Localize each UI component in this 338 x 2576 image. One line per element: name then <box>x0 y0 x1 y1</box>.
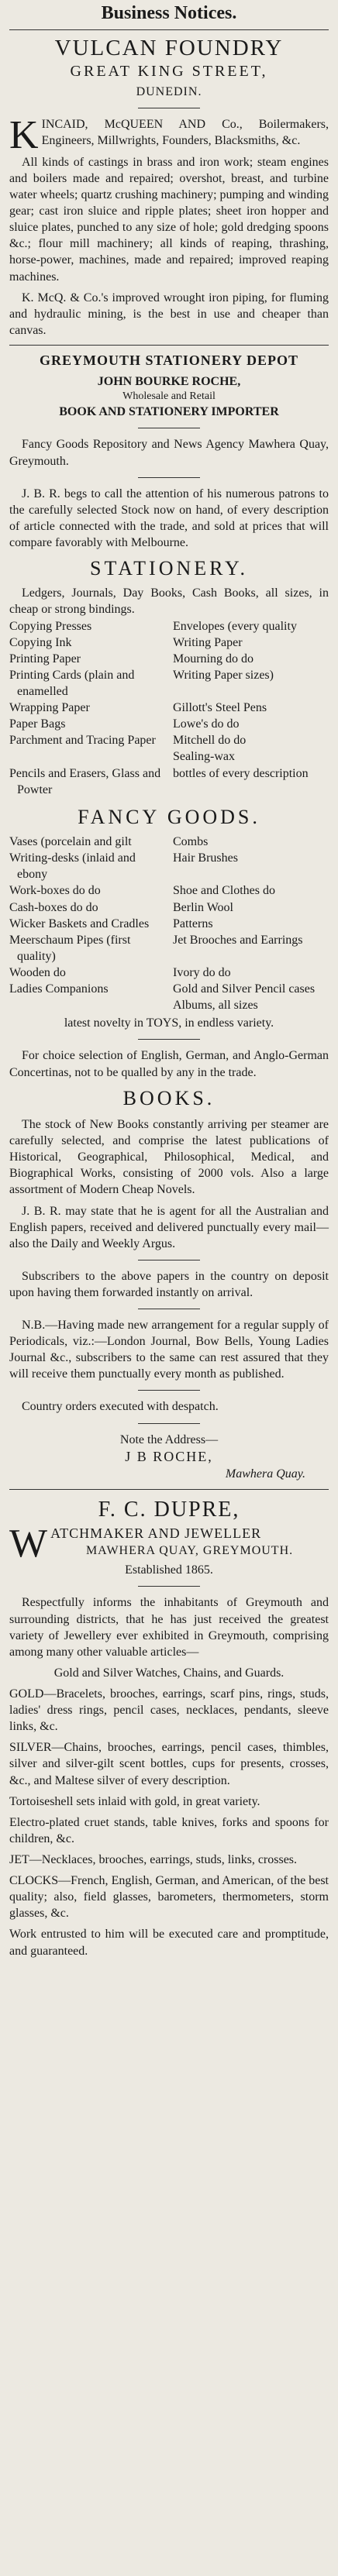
list-item: Writing Paper <box>173 635 243 649</box>
address-label: Note the Address— <box>119 1432 219 1446</box>
dupre-place: MAWHERA QUAY, GREYMOUTH. <box>85 1544 294 1558</box>
address-name: J B ROCHE, <box>125 1448 213 1464</box>
divider <box>138 1586 200 1587</box>
list-item: Pencils and Erasers, Glass and Powter <box>9 766 161 796</box>
vulcan-intro-text: INCAID, McQUEEN AND Co., Boilermakers, Engineers, Millwrights, Founders, Blacksmiths, &c. <box>41 117 329 148</box>
vulcan-foundry-ad <box>9 35 329 339</box>
list-item: Mourning do do <box>173 652 254 665</box>
stationery-intro: Ledgers, Journals, Day Books, Cash Books, all sizes, in cheap or strong bindings. <box>9 586 329 617</box>
dupre-tortoiseshell: Tortoiseshell sets inlaid with gold, in great variety. <box>9 1794 260 1808</box>
dupre-title: F. C. DUPRE, <box>98 1497 240 1522</box>
list-item: Meerschaum Pipes (first quality) <box>9 933 131 963</box>
vulcan-street: GREAT KING STREET, <box>70 63 268 81</box>
dupre-electro: Electro-plated cruet stands, table knives, forks and spoons for children, &c. <box>9 1815 329 1845</box>
divider <box>9 345 329 346</box>
list-item: Hair Brushes <box>173 851 238 865</box>
section-header: Business Notices. <box>9 0 329 30</box>
toys-line: latest novelty in TOYS, in endless variety. <box>64 1016 274 1030</box>
stationery-heading: STATIONERY. <box>90 557 248 580</box>
drop-cap: W <box>9 1524 48 1563</box>
divider <box>138 477 200 478</box>
books-heading: BOOKS. <box>122 1086 216 1109</box>
dupre-silver: SILVER—Chains, brooches, earrings, pencil cases, thimbles, silver and silver-gilt scent bottles, cups for presents, crosses, &c., and Maltese silver of every description. <box>9 1741 329 1787</box>
vulcan-body: All kinds of castings in brass and iron work; steam engines and boilers made and repaired; overshot, breast, and turbine water wheels; quartz crushing machinery; pumping and winding gear; cast iron sluice and ripple plates; sheet iron hopper and sluice plates, punched to any size of hole; gold dredging spoons &c.; flour mill machinery; all kinds of reaping, thrashing, horse-power, machines, made and repaired; improved reaping machines. <box>9 155 329 284</box>
list-item: Gold and Silver Pencil cases <box>173 982 316 996</box>
list-item: Gillott's Steel Pens <box>173 701 267 715</box>
dupre-trade-text: ATCHMAKER AND JEWELLER <box>50 1525 262 1541</box>
list-item: Copying Presses <box>9 619 92 633</box>
list-item: Berlin Wool <box>173 900 233 914</box>
drop-cap: K <box>9 112 39 157</box>
list-item: Wooden do <box>9 965 66 979</box>
stationery-list <box>9 618 329 798</box>
dupre-established: Established 1865. <box>125 1563 213 1577</box>
list-item: Combs <box>173 835 209 849</box>
proprietor-name: JOHN BOURKE ROCHE, <box>97 374 241 388</box>
divider <box>138 1039 200 1040</box>
list-item: Vases (porcelain and gilt <box>9 835 132 849</box>
list-item: Lowe's do do <box>173 717 240 731</box>
vulcan-intro <box>9 112 329 157</box>
list-item: Work-boxes do do <box>9 884 101 898</box>
trade-line: Wholesale and Retail <box>122 390 216 402</box>
list-item: Ivory do do <box>173 965 231 979</box>
fancy-goods-list <box>9 834 329 1013</box>
list-item: Albums, all sizes <box>173 999 258 1013</box>
greymouth-title: GREYMOUTH STATIONERY DEPOT <box>39 352 299 368</box>
vulcan-town: DUNEDIN. <box>136 84 202 98</box>
list-item: Ladies Companions <box>9 982 109 996</box>
nb-para: N.B.—Having made new arrangement for a regular supply of Periodicals, viz.:—London Journal, Bow Bells, Young Ladies Journal &c., subscribers to the same can rest assured that they will receive them punctually every month as published. <box>9 1319 329 1381</box>
list-item: Wicker Baskets and Cradles <box>9 917 150 930</box>
greymouth-stationery-ad <box>9 352 329 1483</box>
list-item: Printing Cards (plain and enamelled <box>9 668 135 699</box>
list-item: Cash-boxes do do <box>9 900 98 914</box>
subscribers-para: Subscribers to the above papers in the country on deposit upon having them forwarded instantly on arrival. <box>9 1269 329 1299</box>
dupre-footer: Work entrusted to him will be executed care and promptitude, and guaranteed. <box>9 1928 329 1958</box>
dupre-jet: JET—Necklaces, brooches, earrings, studs, links, crosses. <box>9 1852 298 1866</box>
country-orders: Country orders executed with despatch. <box>22 1400 219 1414</box>
list-item <box>9 748 165 765</box>
list-item: Patterns <box>173 917 213 930</box>
concertinas-para: For choice selection of English, German, and Anglo-German Concertinas, not to be qualled by any in the trade. <box>9 1049 329 1079</box>
list-item: Jet Brooches and Earrings <box>173 933 303 947</box>
fancy-goods-heading: FANCY GOODS. <box>78 805 260 828</box>
papers-para: J. B. R. may state that he is agent for all the Australian and English papers, received and delivered punctually every mail—also the Daily and Weekly Argus. <box>9 1204 329 1250</box>
vulcan-title: VULCAN FOUNDRY <box>54 35 284 60</box>
dupre-clocks: CLOCKS—French, English, German, and American, of the best quality; also, field glasses, barometers, thermometers, storm glasses, &c. <box>9 1874 329 1921</box>
list-item <box>9 997 165 1013</box>
list-item: Copying Ink <box>9 635 72 649</box>
dupre-jeweller-ad <box>9 1496 329 1959</box>
list-item: Parchment and Tracing Paper <box>9 734 156 748</box>
list-item: Paper Bags <box>9 717 66 731</box>
list-item: Printing Paper <box>9 652 81 665</box>
list-item: Envelopes (every quality <box>173 619 297 633</box>
vulcan-footer: K. McQ. & Co.'s improved wrought iron piping, for fluming and hydraulic mining, is the best in use and cheaper than canvas. <box>9 291 329 337</box>
agency-line: Fancy Goods Repository and News Agency Mawhera Quay, Greymouth. <box>9 438 329 468</box>
divider <box>9 1489 329 1490</box>
divider <box>138 1423 200 1424</box>
address-place: Mawhera Quay. <box>225 1467 305 1481</box>
books-para: The stock of New Books constantly arriving per steamer are carefully selected, and comprise the latest publications of Historical, Geographical, Philosophical, Medical, and Biographical Works, consisting of 2000 vols. Also a large assortment of Modern Cheap Novels. <box>9 1117 329 1197</box>
dupre-trade <box>9 1525 329 1563</box>
divider <box>138 1390 200 1391</box>
list-item: Sealing-wax <box>173 750 235 764</box>
dupre-watches: Gold and Silver Watches, Chains, and Guards. <box>53 1666 285 1680</box>
list-item: Mitchell do do <box>173 734 247 748</box>
dupre-intro: Respectfully informs the inhabitants of Greymouth and surrounding districts, that he has just received the greatest variety of Jewellery ever exhibited in Greymouth, comprising among many other valuable articles— <box>9 1596 329 1659</box>
list-item: Shoe and Clothes do <box>173 884 275 898</box>
list-item: bottles of every description <box>173 766 309 780</box>
dupre-gold: GOLD—Bracelets, brooches, earrings, scarf pins, rings, studs, ladies' dress rings, pencil cases, necklaces, pendants, sleeve links, &c. <box>9 1687 329 1734</box>
importer-line: BOOK AND STATIONERY IMPORTER <box>59 405 279 419</box>
list-item: Writing-desks (inlaid and ebony <box>9 851 136 882</box>
list-item: Writing Paper sizes) <box>173 668 274 682</box>
list-item: Wrapping Paper <box>9 701 90 715</box>
greymouth-intro: J. B. R. begs to call the attention of his numerous patrons to the carefully selected Stock now on hand, of every description of article connected with the trade, and sold at prices that will compare favorably with Melbourne. <box>9 487 329 549</box>
